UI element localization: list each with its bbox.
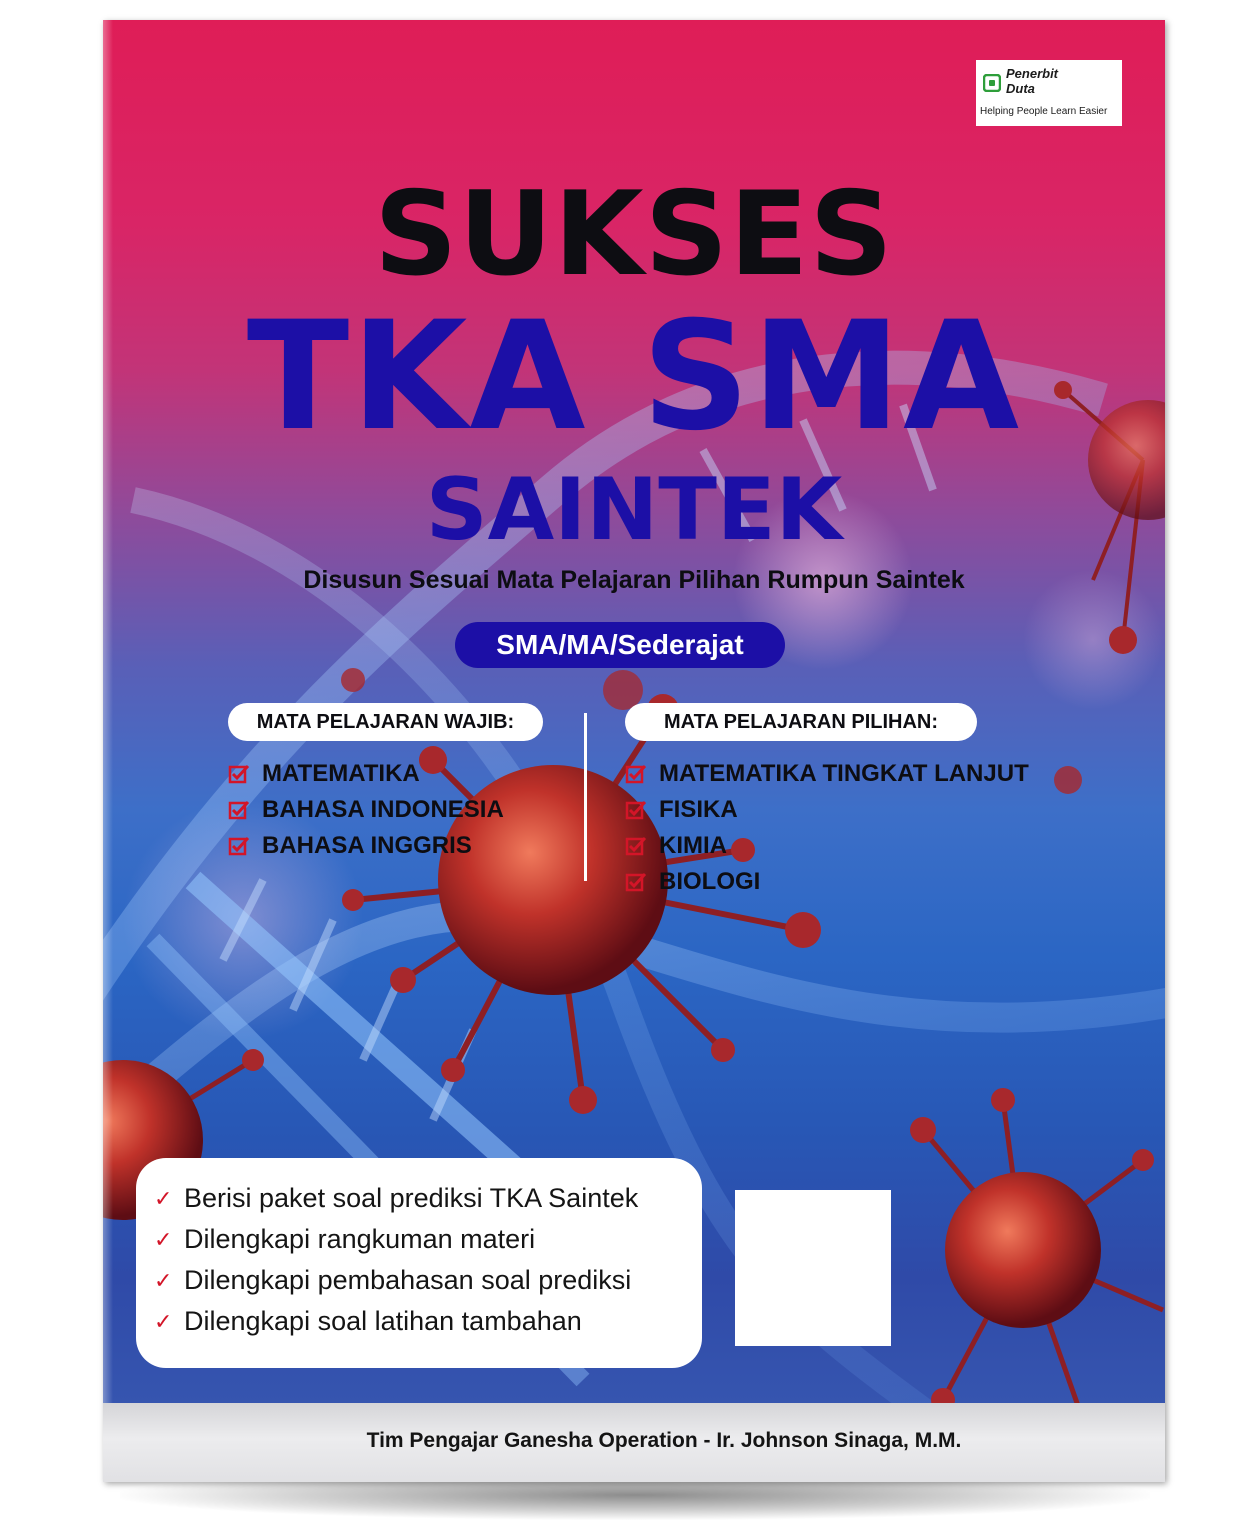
required-subject-label: BAHASA INDONESIA [262,796,504,823]
checkbox-check-icon [228,835,250,857]
elective-subject-label: KIMIA [659,832,727,859]
feature-item [154,1301,638,1342]
publisher-logo-icon [983,74,1001,92]
elective-subjects-list [625,756,1029,900]
publisher-name: Penerbit Duta [1006,66,1059,96]
publisher-tagline: Helping People Learn Easier [980,106,1108,117]
check-mark-icon: ✓ [154,1185,173,1211]
title-line-2: TKA SMA [246,290,1022,464]
title-line-1: SUKSES [374,167,894,302]
features-list [154,1178,638,1342]
feature-item [154,1219,638,1260]
checkbox-check-icon [625,871,647,893]
check-mark-icon: ✓ [154,1267,173,1293]
checkbox-check-icon [625,799,647,821]
author-credit: Tim Pengajar Ganesha Operation - Ir. Johnson Sinaga, M.M. [366,1429,962,1452]
elective-subject-item [625,828,1029,864]
checkbox-check-icon [228,799,250,821]
elective-subject-label: BIOLOGI [659,868,761,895]
checkbox-check-icon [228,763,250,785]
feature-label: Dilengkapi soal latihan tambahan [184,1306,582,1336]
elective-subject-label: MATEMATIKA TINGKAT LANJUT [659,760,1029,787]
required-subjects-heading: MATA PELAJARAN WAJIB: [228,703,543,741]
publisher-logo [976,60,1122,126]
required-subject-item [228,828,504,864]
required-subject-item [228,792,504,828]
required-subject-item [228,756,504,792]
level-badge: SMA/MA/Sederajat [455,622,785,668]
feature-item [154,1178,638,1219]
required-subjects-list [228,756,504,864]
elective-subject-item [625,864,1029,900]
feature-item [154,1260,638,1301]
elective-subject-item [625,792,1029,828]
elective-subjects-heading: MATA PELAJARAN PILIHAN: [625,703,977,741]
checkbox-check-icon [625,835,647,857]
checkbox-check-icon [625,763,647,785]
required-subject-label: BAHASA INGGRIS [262,832,472,859]
features-box [136,1158,702,1368]
elective-subject-label: FISIKA [659,796,738,823]
sticker-placeholder [735,1190,891,1346]
title-line-3: SAINTEK [425,460,843,560]
author-bar [103,1403,1165,1482]
feature-label: Dilengkapi rangkuman materi [184,1224,536,1254]
feature-label: Berisi paket soal prediksi TKA Saintek [184,1183,639,1213]
subjects-divider [584,713,587,881]
elective-subject-item [625,756,1029,792]
check-mark-icon: ✓ [154,1308,173,1334]
book-cover [103,20,1165,1482]
check-mark-icon: ✓ [154,1226,173,1252]
feature-label: Dilengkapi pembahasan soal prediksi [184,1265,632,1295]
required-subject-label: MATEMATIKA [262,760,420,787]
subtitle: Disusun Sesuai Mata Pelajaran Pilihan Rumpun Saintek [303,566,965,594]
